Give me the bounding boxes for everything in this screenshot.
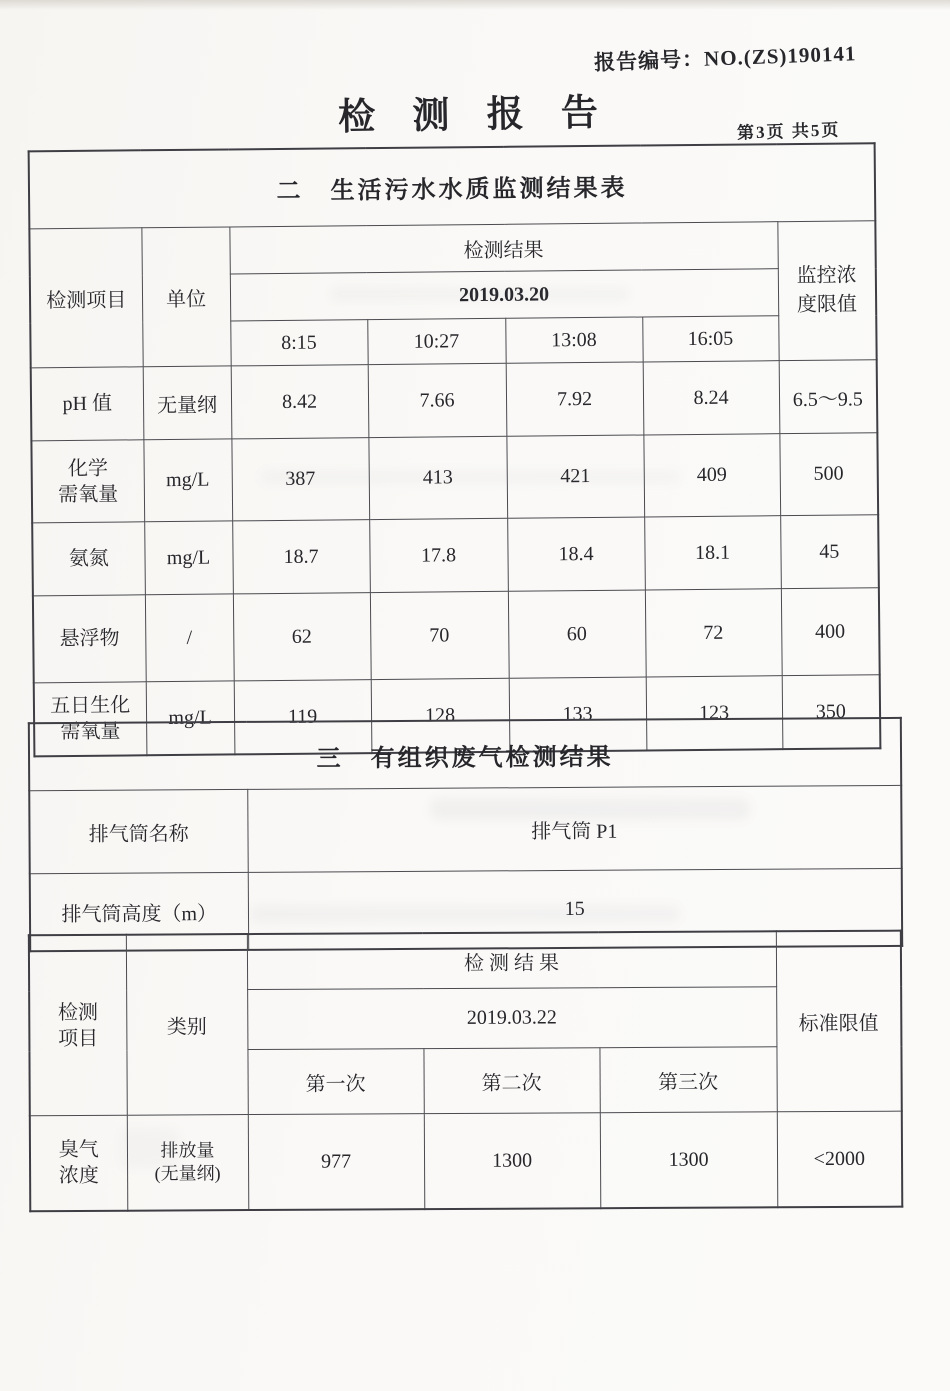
cell-value: 70 <box>370 591 509 679</box>
sample-time: 16:05 <box>642 316 778 362</box>
table-row <box>30 1111 902 1211</box>
report-number-line <box>594 37 857 77</box>
report-number-label: 报告编号： <box>593 46 705 75</box>
cell-value: 1300 <box>600 1112 777 1208</box>
cell-value: 60 <box>508 590 646 678</box>
row-label: 五日生化 需氧量 <box>34 682 147 757</box>
cell-value: 62 <box>233 593 371 681</box>
cell-limit: 400 <box>781 588 880 676</box>
cell-value: 18.7 <box>232 520 370 594</box>
sample-date: 2019.03.22 <box>247 987 776 1050</box>
cell-value: 133 <box>509 677 647 752</box>
stack-name-label: 排气筒名称 <box>29 789 248 873</box>
section2-title: 二 生活污水水质监测结果表 <box>29 143 876 229</box>
row-unit: / <box>145 594 234 682</box>
table-row <box>29 785 901 873</box>
col-header-category: 类别 <box>126 934 248 1115</box>
cell-value: 123 <box>646 676 783 751</box>
sample-time: 13:08 <box>505 317 642 363</box>
row-category: 排放量 (无量纲) <box>127 1115 248 1211</box>
row-label: 臭气 浓度 <box>30 1115 127 1211</box>
cell-value: 8.24 <box>643 361 780 435</box>
cell-value: 119 <box>234 680 372 755</box>
sample-time: 8:15 <box>230 320 367 366</box>
exhaust-results-table <box>28 930 903 1213</box>
cell-value: 409 <box>643 434 780 517</box>
cell-limit: <2000 <box>777 1111 902 1207</box>
row-label: pH 值 <box>31 367 144 441</box>
stack-name-value: 排气筒 P1 <box>247 785 901 872</box>
cell-limit: 6.5～9.5 <box>779 360 878 434</box>
cell-value: 421 <box>506 435 644 518</box>
col-header-item: 检测项目 <box>29 228 142 368</box>
cell-limit: 500 <box>779 433 878 516</box>
cell-limit: 45 <box>780 515 879 589</box>
cell-value: 413 <box>368 436 507 519</box>
table-row <box>31 433 878 523</box>
stack-height-label: 排气筒高度（m） <box>30 872 248 951</box>
table-row <box>33 588 880 683</box>
cell-value: 977 <box>248 1114 424 1210</box>
run-header: 第三次 <box>599 1047 776 1113</box>
cell-value: 17.8 <box>369 518 508 592</box>
row-label: 化学 需氧量 <box>31 440 144 523</box>
cell-value: 7.66 <box>368 363 507 437</box>
cell-value: 7.92 <box>506 362 644 436</box>
section3-title: 三 有组织废气检测结果 <box>29 718 901 791</box>
table-row <box>32 515 879 596</box>
row-label: 悬浮物 <box>33 595 146 683</box>
col-header-limit: 监控浓 度限值 <box>777 221 876 361</box>
page-title: 检 测 报 告 <box>337 92 613 139</box>
row-label: 氨氮 <box>32 522 145 596</box>
sample-time: 10:27 <box>367 318 505 364</box>
row-unit: 无量纲 <box>143 366 232 440</box>
sample-date: 2019.03.20 <box>230 269 778 321</box>
col-header-unit: 单位 <box>141 227 230 367</box>
scan-paper-edge <box>0 0 950 10</box>
stack-height-value: 15 <box>248 868 902 949</box>
col-header-result: 检 测 结 果 <box>247 931 776 989</box>
col-header-item: 检测 项目 <box>29 935 127 1116</box>
cell-limit: 350 <box>782 675 881 749</box>
report-number-value: NO.(ZS)190141 <box>703 41 857 71</box>
table-row <box>31 360 878 441</box>
row-unit: mg/L <box>146 681 235 755</box>
cell-value: 387 <box>231 438 369 521</box>
cell-value: 72 <box>645 589 782 677</box>
exhaust-stack-info-table <box>28 717 903 952</box>
cell-value: 128 <box>371 678 510 753</box>
row-unit: mg/L <box>144 521 233 595</box>
cell-value: 1300 <box>424 1113 600 1209</box>
sewage-quality-table <box>28 142 882 757</box>
col-header-result: 检测结果 <box>229 222 777 274</box>
page-indicator: 第3页 共5页 <box>736 120 841 143</box>
row-unit: mg/L <box>143 439 232 522</box>
col-header-limit: 标准限值 <box>776 931 902 1112</box>
cell-value: 8.42 <box>231 365 369 439</box>
run-header: 第二次 <box>423 1048 599 1114</box>
cell-value: 18.1 <box>644 516 781 590</box>
run-header: 第一次 <box>247 1049 423 1115</box>
cell-value: 18.4 <box>507 517 645 591</box>
